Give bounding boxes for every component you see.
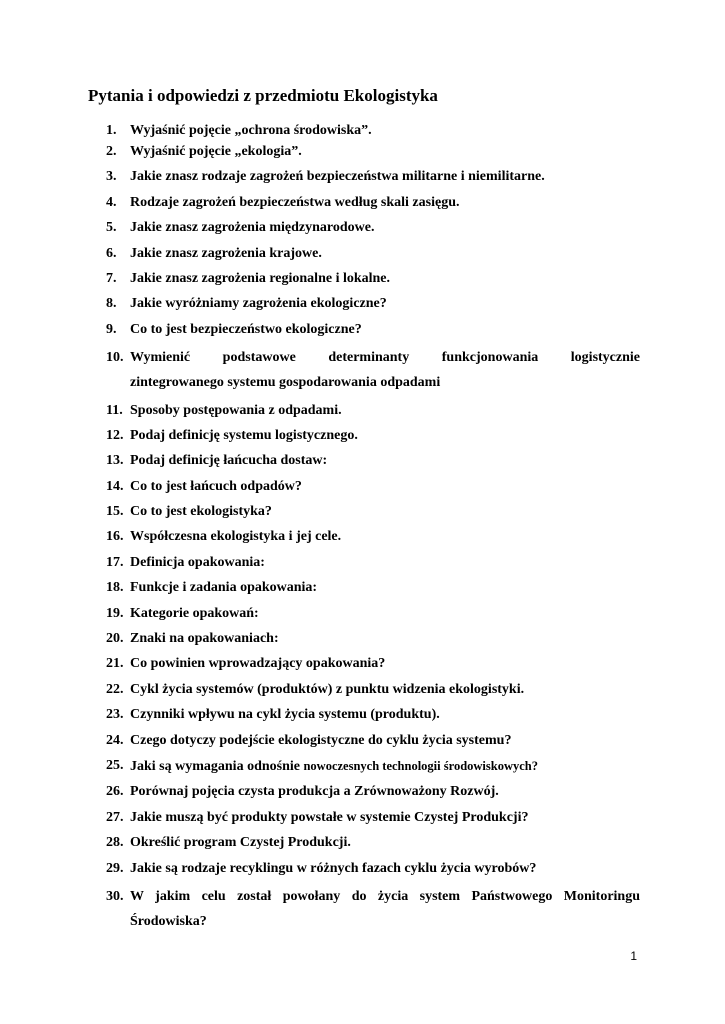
question-text: Co to jest łańcuch odpadów?	[130, 478, 302, 494]
question-text-main: Jaki są wymagania odnośnie	[130, 758, 304, 774]
document-title: Pytania i odpowiedzi z przedmiotu Ekologistyka	[88, 86, 438, 105]
question-item-13	[88, 451, 640, 471]
question-text: Jakie znasz zagrożenia krajowe.	[130, 245, 322, 261]
question-text-line-1: W jakim celu został powołany do życia system Państwowego Monitoringu	[130, 888, 640, 904]
question-text-line-2: Środowiska?	[130, 913, 207, 929]
question-item-21	[88, 654, 640, 674]
question-text: Czynniki wpływu na cykl życia systemu (produktu).	[130, 707, 440, 723]
question-number: 18.	[106, 580, 124, 596]
question-text: Podaj definicję systemu logistycznego.	[130, 427, 358, 443]
question-text	[130, 345, 640, 395]
question-number: 4.	[106, 194, 117, 210]
question-number: 15.	[106, 504, 124, 520]
question-number: 29.	[106, 860, 124, 876]
question-text-line-2: zintegrowanego systemu gospodarowania odpadami	[130, 375, 441, 391]
question-text: Wyjaśnić pojęcie „ekologia”.	[130, 144, 302, 159]
question-number: 6.	[106, 245, 117, 261]
question-number: 8.	[106, 296, 117, 312]
question-text: Jakie są rodzaje recyklingu w różnych fazach cyklu życia wyrobów?	[130, 860, 537, 876]
question-item-16	[88, 527, 640, 547]
question-item-26	[88, 782, 640, 802]
question-number: 10.	[106, 350, 124, 366]
question-number: 27.	[106, 809, 124, 825]
page-number: 1	[630, 949, 637, 963]
question-item-1	[88, 121, 640, 141]
question-item-2	[88, 142, 640, 162]
question-text: Podaj definicję łańcucha dostaw:	[130, 453, 328, 469]
question-text: Kategorie opakowań:	[130, 605, 259, 621]
question-number: 16.	[106, 529, 124, 545]
question-text-small: nowoczesnych technologii środowiskowych?	[303, 758, 538, 773]
question-text: Czego dotyczy podejście ekologistyczne do cyklu życia systemu?	[130, 732, 512, 748]
question-text: Jakie znasz rodzaje zagrożeń bezpieczeństwa militarne i niemilitarne.	[130, 169, 545, 185]
question-item-5	[88, 218, 640, 238]
question-number: 28.	[106, 835, 124, 851]
question-text: Jakie znasz zagrożenia regionalne i lokalne.	[130, 270, 391, 286]
question-item-9	[88, 320, 640, 340]
question-number: 1.	[106, 123, 117, 138]
question-number: 11.	[106, 402, 123, 418]
question-item-23	[88, 705, 640, 725]
question-number: 14.	[106, 478, 124, 494]
question-text: Porównaj pojęcia czysta produkcja a Zrównoważony Rozwój.	[130, 784, 499, 800]
question-text: Jakie muszą być produkty powstałe w systemie Czystej Produkcji?	[130, 809, 529, 825]
question-item-20	[88, 629, 640, 649]
question-text: Funkcje i zadania opakowania:	[130, 580, 318, 596]
question-text: Cykl życia systemów (produktów) z punktu widzenia ekologistyki.	[130, 681, 525, 697]
question-number: 24.	[106, 732, 124, 748]
question-item-30	[88, 884, 640, 934]
question-text: Co to jest bezpieczeństwo ekologiczne?	[130, 321, 362, 337]
question-text: Sposoby postępowania z odpadami.	[130, 402, 342, 418]
question-number: 2.	[106, 144, 117, 159]
question-item-14	[88, 477, 640, 497]
question-text: Definicja opakowania:	[130, 554, 265, 570]
question-text: Jakie wyróżniamy zagrożenia ekologiczne?	[130, 296, 387, 312]
question-item-22	[88, 680, 640, 700]
question-item-24	[88, 731, 640, 751]
question-list	[88, 121, 640, 939]
question-item-11	[88, 401, 640, 421]
question-number: 19.	[106, 605, 124, 621]
question-item-28	[88, 833, 640, 853]
question-text: Współczesna ekologistyka i jej cele.	[130, 529, 342, 545]
question-text: Określić program Czystej Produkcji.	[130, 835, 351, 851]
question-item-8	[88, 294, 640, 314]
question-item-18	[88, 578, 640, 598]
question-item-29	[88, 859, 640, 879]
question-text: Co to jest ekologistyka?	[130, 504, 272, 520]
question-number: 12.	[106, 427, 124, 443]
question-item-3	[88, 167, 640, 187]
question-text: Jakie znasz zagrożenia międzynarodowe.	[130, 220, 375, 236]
question-number: 23.	[106, 707, 124, 723]
question-number: 17.	[106, 554, 124, 570]
question-item-4	[88, 193, 640, 213]
question-number: 7.	[106, 270, 117, 286]
question-text	[130, 884, 640, 934]
question-number: 13.	[106, 453, 124, 469]
question-number: 5.	[106, 220, 117, 236]
question-item-6	[88, 244, 640, 264]
question-number: 9.	[106, 321, 117, 337]
question-item-19	[88, 604, 640, 624]
question-text: Znaki na opakowaniach:	[130, 631, 279, 647]
question-text-line-1: Wymienić podstawowe determinanty funkcjonowania logistycznie	[130, 350, 640, 366]
question-number: 21.	[106, 656, 124, 672]
question-number: 22.	[106, 681, 124, 697]
question-number: 26.	[106, 784, 124, 800]
question-text: Wyjaśnić pojęcie „ochrona środowiska”.	[130, 123, 372, 138]
question-item-12	[88, 426, 640, 446]
question-text: Rodzaje zagrożeń bezpieczeństwa według skali zasięgu.	[130, 194, 460, 210]
question-number: 3.	[106, 169, 117, 185]
question-item-10	[88, 345, 640, 395]
question-item-27	[88, 808, 640, 828]
question-item-25	[88, 756, 640, 777]
question-text: Co powinien wprowadzający opakowania?	[130, 656, 386, 672]
question-item-17	[88, 553, 640, 573]
question-item-7	[88, 269, 640, 289]
question-item-15	[88, 502, 640, 522]
question-number: 25.	[106, 757, 124, 773]
question-number: 20.	[106, 631, 124, 647]
question-number: 30.	[106, 888, 124, 904]
question-text	[130, 756, 640, 777]
